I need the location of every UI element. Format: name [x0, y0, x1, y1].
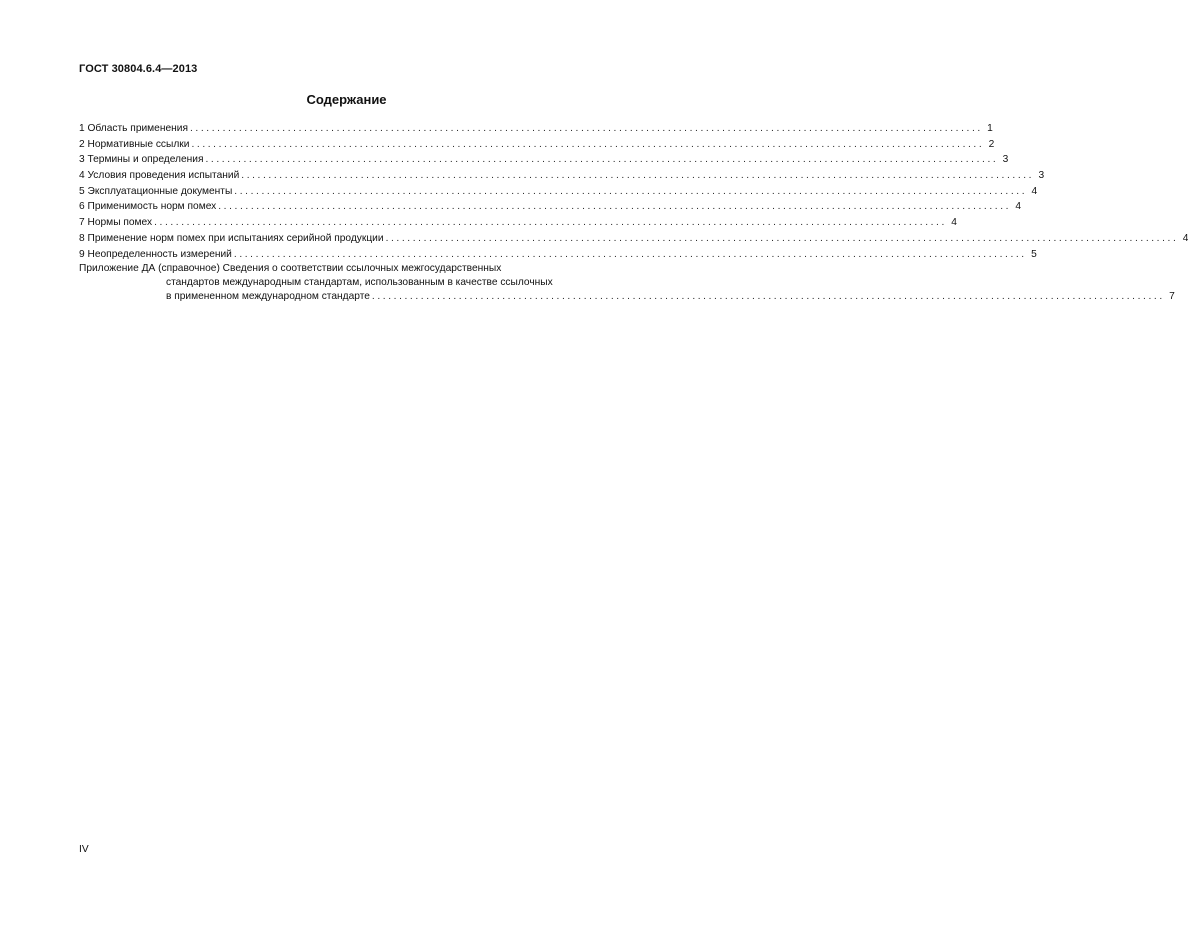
toc-leader-dots: .................................................................................................................................................. — [218, 201, 1012, 213]
toc-leader-dots: .................................................................................................................................................. — [189, 123, 983, 134]
toc-entry[interactable] — [79, 137, 995, 153]
toc-appendix-line: Приложение ДА (справочное) Сведения о соответствии ссылочных межгосударственных — [79, 263, 502, 275]
toc-appendix-last-line — [79, 290, 1175, 304]
toc-entry[interactable] — [79, 184, 1038, 200]
toc-entry-page: 1 — [987, 123, 993, 134]
toc-entry-label: 4 Условия проведения испытаний — [79, 170, 240, 182]
toc-entry[interactable] — [79, 121, 993, 137]
page-number: IV — [79, 844, 89, 855]
toc-entry[interactable] — [79, 199, 1022, 215]
toc-appendix-line: в примененном международном стандарте — [166, 291, 370, 303]
toc-entry-label: 8 Применение норм помех при испытаниях серийной продукции — [79, 232, 384, 244]
toc-entry-page: 3 — [1038, 170, 1045, 182]
toc-entry[interactable] — [79, 168, 1045, 184]
toc-entry-page: 4 — [951, 217, 957, 229]
toc-leader-dots: .................................................................................................................................................. — [385, 232, 1179, 244]
toc-entry-page: 5 — [1031, 248, 1037, 260]
toc-entry-page: 3 — [1002, 154, 1009, 166]
toc-entry-label: 3 Термины и определения — [79, 154, 204, 166]
toc-entry-label: 9 Неопределенность измерений — [79, 248, 232, 260]
toc-entry-label: 7 Нормы помех — [79, 217, 153, 229]
toc-entry-label: 5 Эксплуатационные документы — [79, 185, 233, 197]
toc-leader-dots: .................................................................................................................................................. — [154, 217, 947, 229]
toc-entry-page: 2 — [988, 138, 995, 150]
toc-entry[interactable] — [79, 247, 1037, 263]
toc-appendix-line: стандартов международным стандартам, использованным в качестве ссылочных — [166, 277, 553, 289]
toc-entry-page: 4 — [1015, 201, 1022, 213]
toc-appendix-entry[interactable] — [79, 262, 1175, 304]
toc-leader-dots: .................................................................................................................................................. — [371, 291, 1165, 303]
toc-entry[interactable] — [79, 152, 1009, 168]
toc-entry[interactable] — [79, 215, 957, 231]
toc-entry-label: 6 Применимость норм помех — [79, 201, 217, 213]
toc-leader-dots: .................................................................................................................................................. — [241, 170, 1035, 182]
toc-leader-dots: .................................................................................................................................................. — [205, 154, 999, 166]
toc-entry-page: 7 — [1169, 291, 1175, 303]
toc-entry-page: 4 — [1031, 185, 1038, 197]
toc-entry-label: 1 Область применения — [79, 123, 188, 134]
toc-entry-label: 2 Нормативные ссылки — [79, 138, 190, 150]
table-of-contents — [79, 121, 1188, 304]
toc-entry-page: 4 — [1182, 232, 1188, 244]
toc-leader-dots: .................................................................................................................................................. — [234, 185, 1028, 197]
document-header-standard-id: ГОСТ 30804.6.4—2013 — [79, 63, 198, 75]
toc-title: Содержание — [306, 92, 387, 107]
toc-leader-dots: .................................................................................................................................................. — [233, 248, 1027, 260]
toc-leader-dots: .................................................................................................................................................. — [191, 138, 985, 150]
toc-entry[interactable] — [79, 231, 1188, 247]
